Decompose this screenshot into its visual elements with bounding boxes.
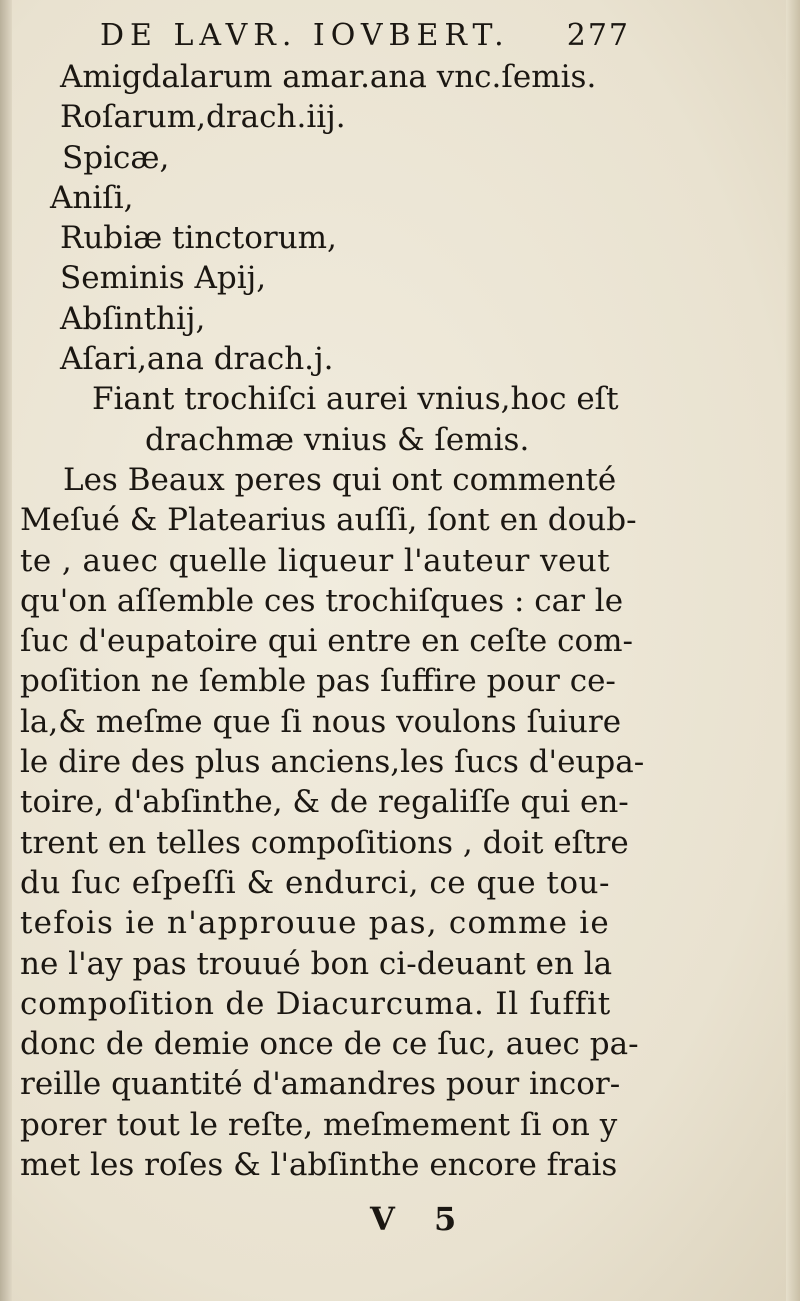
- recipe-line: Aſari,ana drach.j.: [60, 341, 334, 378]
- page-gutter-shadow: [0, 0, 12, 1301]
- paragraph-line: ſuc d'eupatoire qui entre en ceſte com-: [20, 623, 633, 660]
- paragraph-line: ne l'ay pas trouué bon ci-deuant en la: [20, 945, 613, 982]
- recipe-line: Rubiæ tinctorum,: [60, 220, 337, 257]
- recipe-instruction: Fiant trochiſci aurei vnius,hoc eſt: [92, 381, 619, 418]
- recipe-instruction: drachmæ vnius & ſemis.: [145, 421, 530, 458]
- paragraph-line: reille quantité d'amandres pour incor-: [20, 1066, 621, 1103]
- paragraph-line: poſition ne ſemble pas ſuffire pour ce-: [20, 663, 616, 700]
- paragraph-line: qu'on aſſemble ces trochiſques : car le: [20, 582, 624, 619]
- paragraph-line: Les Beaux peres qui ont commenté: [63, 461, 617, 498]
- running-header: [100, 18, 630, 58]
- paragraph-line: trent en telles compoſitions , doit eſtre: [20, 824, 629, 861]
- recipe-line: Abſinthij,: [60, 300, 206, 337]
- paragraph-line: donc de demie once de ce ſuc, auec pa-: [20, 1026, 639, 1063]
- paragraph-line: tefois ie n'approuue pas, comme ie: [20, 905, 610, 942]
- page-number: 277: [566, 18, 630, 53]
- page-edge: [786, 0, 800, 1301]
- paragraph-line: le dire des plus anciens,les ſucs d'eupa-: [20, 744, 645, 781]
- paragraph-line: Meſué & Platearius auſſi, ſont en doub-: [20, 502, 637, 539]
- paragraph-line: la,& meſme que ſi nous voulons ſuiure: [20, 703, 622, 740]
- paragraph-line: compoſition de Diacurcuma. Il ſuffit: [20, 985, 611, 1022]
- paragraph-line: met les roſes & l'abſinthe encore frais: [20, 1147, 618, 1183]
- recipe-line: Spicæ,: [62, 139, 170, 176]
- paragraph-line: te , auec quelle liqueur l'auteur veut: [20, 542, 610, 579]
- recipe-line: Amigdalarum amar.ana vnc.ſemis.: [60, 59, 597, 95]
- recipe-line: Roſarum,drach.iij.: [60, 99, 346, 136]
- recipe-line: Seminis Apij,: [60, 260, 267, 297]
- paragraph-line: porer tout le reſte, meſmement ſi on y: [20, 1106, 618, 1143]
- recipe-line: Aniſi,: [50, 179, 134, 216]
- paragraph-line: du ſuc eſpeſſi & endurci, ce que tou-: [20, 864, 610, 901]
- signature-mark: V 5: [370, 1200, 471, 1239]
- running-title: DE LAVR. IOVBERT.: [100, 18, 510, 53]
- paragraph-line: toire, d'abſinthe, & de regaliſſe qui en-: [20, 784, 629, 821]
